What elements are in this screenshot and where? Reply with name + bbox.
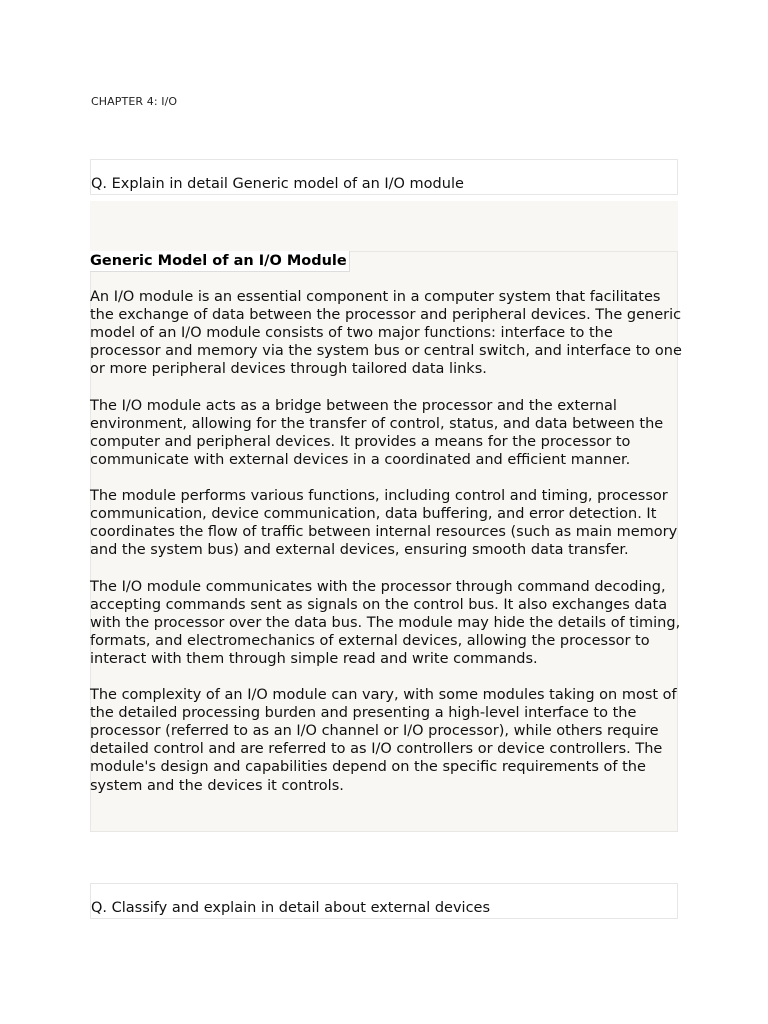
answer-top-band xyxy=(90,201,678,251)
answer-paragraph: The module performs various functions, including control and timing, processor communication, device communication, data buffering, and error detection. It coordinates the flow of traffic between internal resources (such as main memory and the system bus) and external devices, ensuring smooth data transfer. xyxy=(90,488,678,559)
question-box-2 xyxy=(90,883,678,919)
answer-body xyxy=(90,288,682,813)
answer-paragraph: The complexity of an I/O module can vary, with some modules taking on most of the detailed processing burden and presenting a high-level interface to the processor (referred to as an I/O channel or I/O processor), while others require detailed control and are referred to as I/O controllers or device controllers. The module's design and capabilities depend on the specific requirements of the system and the devices it controls. xyxy=(90,687,677,794)
chapter-heading: CHAPTER 4: I/O xyxy=(91,95,178,108)
question-box-1 xyxy=(90,159,678,195)
answer-paragraph: The I/O module acts as a bridge between the processor and the external environment, allowing for the transfer of control, status, and data between the computer and peripheral devices. It provides a means for the processor to communicate with external devices in a coordinated and efficient manner. xyxy=(90,397,664,468)
answer-heading: Generic Model of an I/O Module xyxy=(90,251,350,272)
question-text-1: Q. Explain in detail Generic model of an I/O module xyxy=(91,176,464,192)
question-text-2: Q. Classify and explain in detail about external devices xyxy=(91,900,491,916)
answer-paragraph: An I/O module is an essential component in a computer system that facilitates the exchange of data between the processor and peripheral devices. The generic model of an I/O module consists of two major functions: interface to the processor and memory via the system bus or central switch, and interface to one or more peripheral devices through tailored data links. xyxy=(90,289,682,378)
answer-paragraph: The I/O module communicates with the processor through command decoding, accepting commands sent as signals on the control bus. It also exchanges data with the processor over the data bus. The module may hide the details of timing, formats, and electromechanics of external devices, allowing the processor to interact with them through simple read and write commands. xyxy=(90,578,681,667)
